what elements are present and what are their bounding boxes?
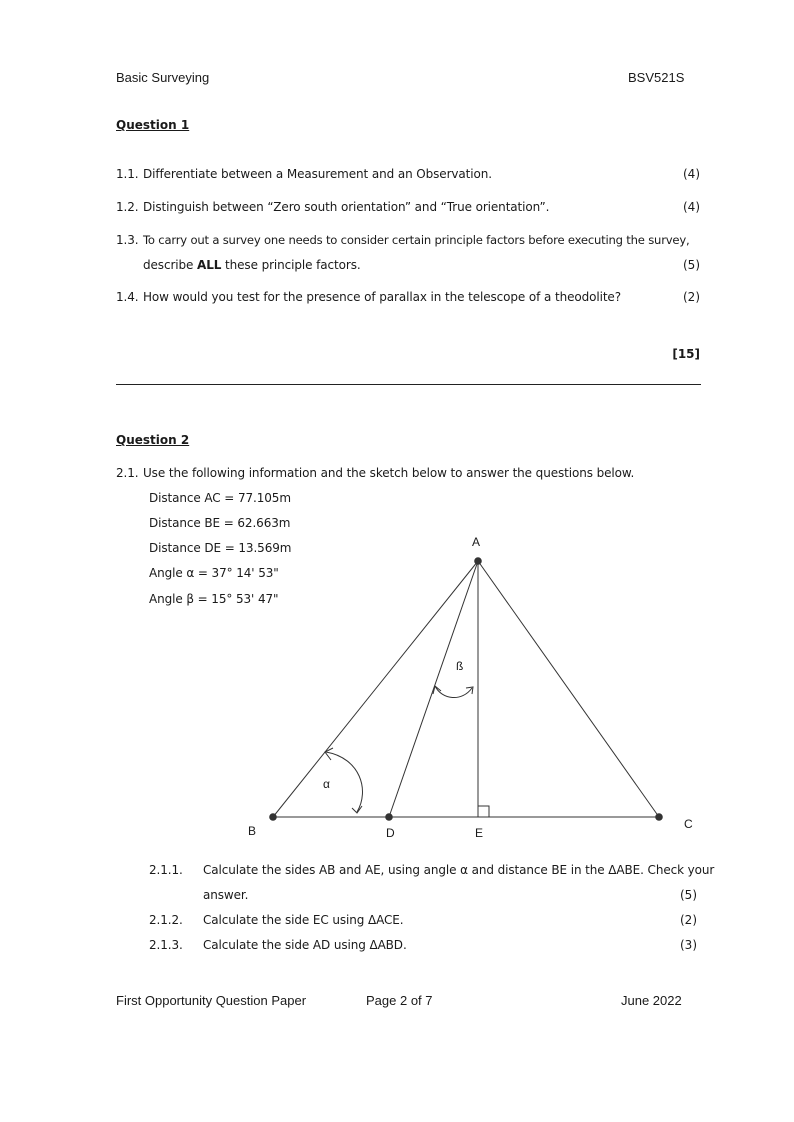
- q1-4-marks: (2): [683, 290, 700, 304]
- point-c-dot: [655, 813, 663, 821]
- point-a-label: A: [472, 535, 481, 549]
- alpha-arc: [326, 752, 362, 812]
- right-angle-marker: [478, 806, 489, 817]
- alpha-label: α: [323, 777, 330, 791]
- q1-1-marks: (4): [683, 167, 700, 181]
- q1-3-text-line2: describe ALL these principle factors.: [143, 258, 361, 272]
- given-distance-ac: Distance AC = 77.105m: [149, 491, 291, 505]
- q1-3-text-line1: To carry out a survey one needs to consider certain principle factors before executing the survey,: [143, 233, 690, 247]
- footer-page-number: Page 2 of 7: [366, 993, 433, 1008]
- course-title: Basic Surveying: [116, 70, 210, 85]
- line-ab: [273, 561, 478, 817]
- q1-total-marks: [15]: [672, 347, 700, 361]
- given-distance-be: Distance BE = 62.663m: [149, 516, 291, 530]
- q1-2-marks: (4): [683, 200, 700, 214]
- footer-date: June 2022: [621, 993, 682, 1008]
- q2-1-1-text-line1: Calculate the sides AB and AE, using angle α and distance BE in the ΔABE. Check your: [203, 863, 715, 877]
- q2-1-number: 2.1.: [116, 466, 139, 480]
- question-2-heading: Question 2: [116, 433, 190, 447]
- footer-paper-type: First Opportunity Question Paper: [116, 993, 307, 1008]
- q1-2-number: 1.2.: [116, 200, 139, 214]
- q1-3-number: 1.3.: [116, 233, 139, 247]
- q2-1-3-marks: (3): [680, 938, 697, 952]
- q2-1-1-number: 2.1.1.: [149, 863, 183, 877]
- point-a-dot: [474, 557, 482, 565]
- given-angle-alpha: Angle α = 37° 14' 53": [149, 566, 279, 580]
- q2-1-3-number: 2.1.3.: [149, 938, 183, 952]
- point-d-label: D: [386, 826, 395, 840]
- given-angle-beta: Angle β = 15° 53' 47": [149, 592, 279, 606]
- q2-1-1-marks: (5): [680, 888, 697, 902]
- point-c-label: C: [684, 817, 693, 831]
- point-d-dot: [385, 813, 393, 821]
- q1-4-text: How would you test for the presence of parallax in the telescope of a theodolite?: [143, 290, 621, 304]
- q2-1-2-number: 2.1.2.: [149, 913, 183, 927]
- point-b-dot: [269, 813, 277, 821]
- q1-2-text: Distinguish between “Zero south orientation” and “True orientation”.: [143, 200, 550, 214]
- line-ad: [389, 561, 478, 817]
- given-distance-de: Distance DE = 13.569m: [149, 541, 292, 555]
- q1-4-number: 1.4.: [116, 290, 139, 304]
- q1-3-marks: (5): [683, 258, 700, 272]
- q2-1-2-marks: (2): [680, 913, 697, 927]
- point-b-label: B: [248, 824, 257, 838]
- q2-1-intro: Use the following information and the sketch below to answer the questions below.: [143, 466, 635, 480]
- question-1-heading: Question 1: [116, 118, 190, 132]
- course-code: BSV521S: [628, 70, 685, 85]
- q2-1-1-text-line2: answer.: [203, 888, 249, 902]
- q2-1-3-text: Calculate the side AD using ΔABD.: [203, 938, 407, 952]
- q2-1-2-text: Calculate the side EC using ΔACE.: [203, 913, 404, 927]
- point-e-label: E: [475, 826, 484, 840]
- q1-1-text: Differentiate between a Measurement and an Observation.: [143, 167, 492, 181]
- beta-label: ß: [456, 659, 464, 673]
- line-ac: [478, 561, 659, 817]
- q1-1-number: 1.1.: [116, 167, 139, 181]
